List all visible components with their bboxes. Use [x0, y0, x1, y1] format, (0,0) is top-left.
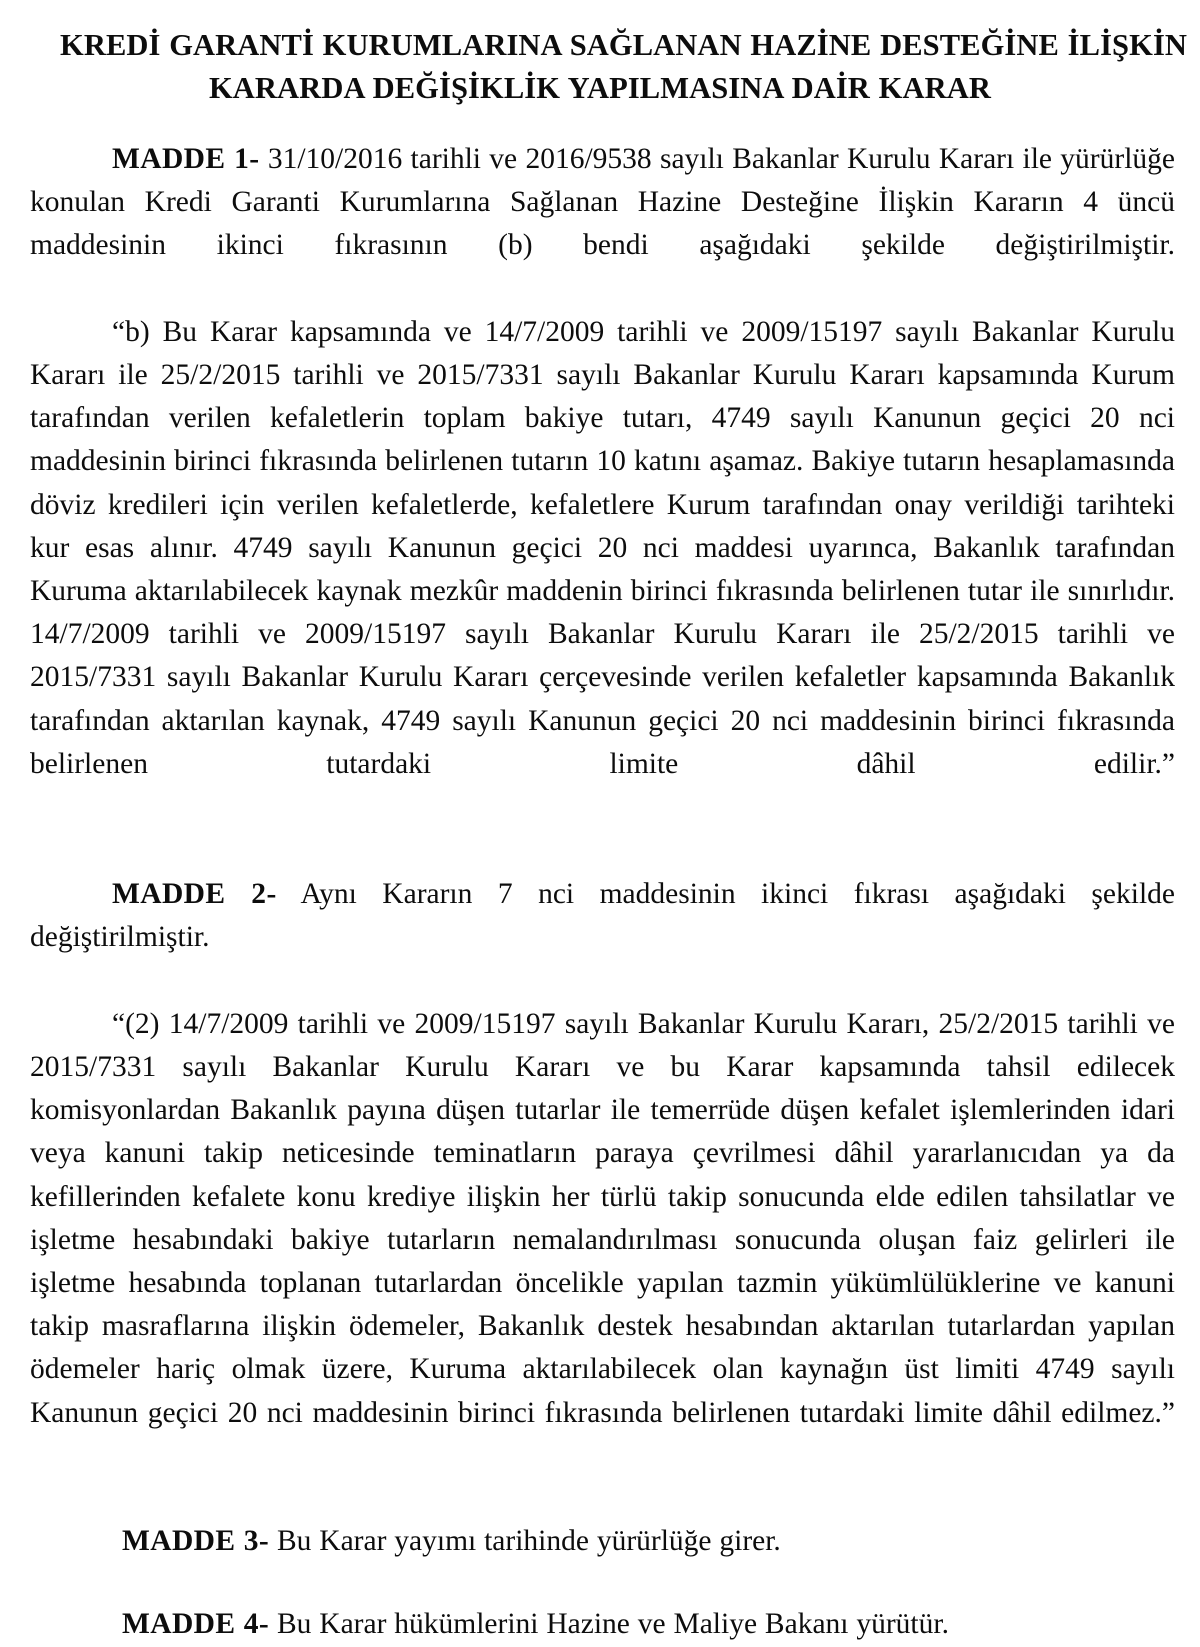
article-2-quote: “(2) 14/7/2009 tarihli ve 2009/15197 sayılı Bakanlar Kurulu Kararı, 25/2/2015 tarihli ve 2015/7331 sayılı Bakanlar Kurulu Kararı ve bu Karar kapsamında tahsil edilecek komisyonlardan Bakanlık payına düşen tutarlar ile temerrüde düşen kefalet işlemlerinden idari veya kanuni takip neticesinde teminatların paraya çevrilmesi dâhil yararlanıcıdan ya da kefillerinden kefalete konu krediye ilişkin her türlü takip sonucunda elde edilen tahsilatlar ve işletme hesabındaki bakiye tutarların nemalandırılması sonucunda oluşan faiz gelirleri ile işletme hesabında toplanan tutarlardan öncelikle yapılan tazmin yükümlülüklerine ve kanuni takip masraflarına ilişkin ödemeler, Bakanlık destek hesabından aktarılan tutarlardan yapılan ödemeler hariç olmak üzere, Kuruma aktarılabilecek olan kaynağın üst limiti 4749 sayılı Kanunun geçici 20 nci maddesinin birinci fıkrasında belirlenen tutardaki limite dâhil edilmez.” — [30, 1007, 1175, 1429]
article-1-quote: “b) Bu Karar kapsamında ve 14/7/2009 tarihli ve 2009/15197 sayılı Bakanlar Kurulu Kararı ile 25/2/2015 tarihli ve 2015/7331 sayılı Bakanlar Kurulu Kararı kapsamında Kurum tarafından verilen kefaletlerin toplam bakiye tutarı, 4749 sayılı Kanunun geçici 20 nci maddesinin birinci fıkrasında belirlenen tutarın 10 katını aşamaz. Bakiye tutarın hesaplamasında döviz kredileri için verilen kefaletlerde, kefaletlere Kurum tarafından onay verildiği tarihteki kur esas alınır. 4749 sayılı Kanunun geçici 20 nci maddesi uyarınca, Bakanlık tarafından Kuruma aktarılabilecek kaynak mezkûr maddenin birinci fıkrasında belirlenen tutar ile sınırlıdır. 14/7/2009 tarihli ve 2009/15197 sayılı Bakanlar Kurulu Kararı ile 25/2/2015 tarihli ve 2015/7331 sayılı Bakanlar Kurulu Kararı çerçevesinde verilen kefaletler kapsamında Bakanlık tarafından aktarılan kaynak, 4749 sayılı Kanunun geçici 20 nci maddesinin birinci fıkrasında belirlenen tutardaki limite dâhil edilir.” — [30, 315, 1175, 780]
document-body — [0, 138, 1200, 1647]
article-2-intro — [30, 873, 1175, 1003]
article-3 — [30, 1520, 1175, 1563]
article-3-label: MADDE 3- — [122, 1525, 270, 1558]
article-4-label: MADDE 4- — [122, 1608, 270, 1641]
spacer-after-article-2 — [30, 1478, 1175, 1520]
article-2-intro-text: Aynı Kararın 7 nci maddesinin ikinci fıkrası aşağıdaki şekilde değiştirilmiştir. — [30, 878, 1175, 954]
spacer-after-article-1 — [30, 829, 1175, 873]
spacer-after-article-3 — [30, 1563, 1175, 1603]
page-title — [0, 0, 1200, 110]
article-2-label: MADDE 2- — [112, 878, 277, 911]
article-1-label: MADDE 1- — [112, 143, 260, 175]
article-3-text: Bu Karar yayımı tarihinde yürürlüğe girer. — [269, 1525, 781, 1558]
article-4 — [30, 1603, 1175, 1646]
article-4-text: Bu Karar hükümlerini Hazine ve Maliye Bakanı yürütür. — [269, 1608, 949, 1641]
page-title-line-2: KARARDA DEĞİŞİKLİK YAPILMASINA DAİR KARAR — [208, 71, 991, 105]
article-1-intro — [30, 138, 1175, 311]
page-title-line-1: KREDİ GARANTİ KURUMLARINA SAĞLANAN HAZİNE DESTEĞİNE İLİŞKİN — [60, 28, 1188, 62]
article-1-intro-text: 31/10/2016 tarihli ve 2016/9538 sayılı Bakanlar Kurulu Kararı ile yürürlüğe konulan Kredi Garanti Kurumlarına Sağlanan Hazine Desteğine İlişkin Kararın 4 üncü maddesinin ikinci fıkrasının (b) bendi aşağıdaki şekilde değiştirilmiştir. — [30, 143, 1175, 262]
